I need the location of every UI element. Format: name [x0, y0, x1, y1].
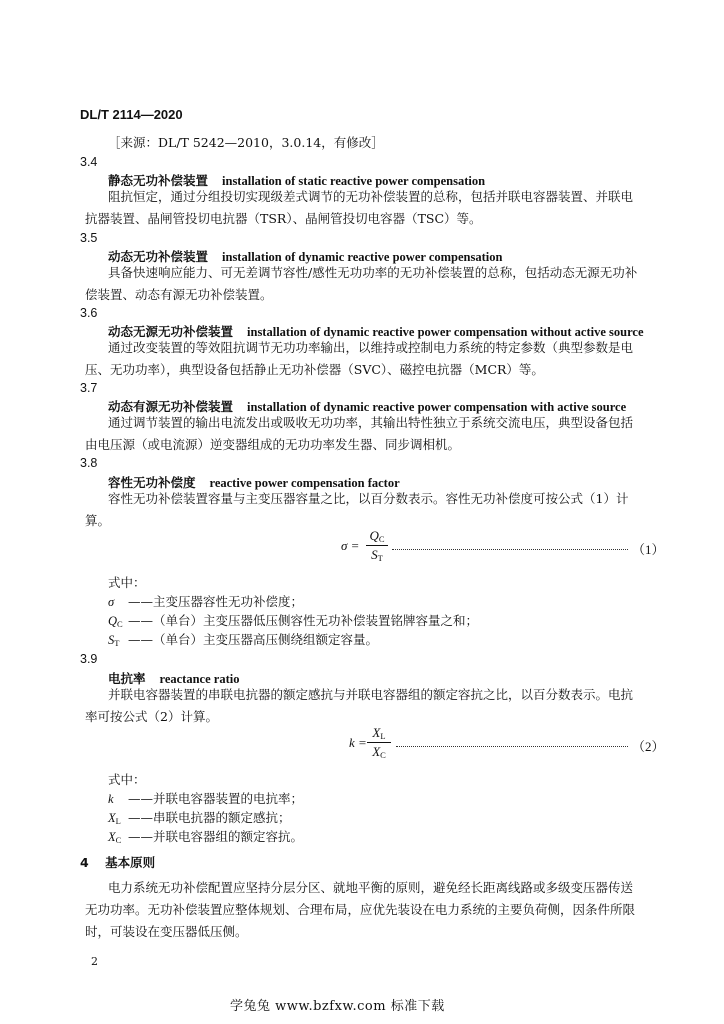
formula1-leader: [392, 549, 628, 550]
term-en: installation of dynamic reactive power compensation without active source: [247, 325, 644, 339]
term-definition: 通过调节装置的输出电流发出或吸收无功功率，其输出特性独立于系统交流电压，典型设备包括由电压源（或电流源）逆变器组成的无功功率发生器、同步调相机。: [85, 415, 634, 452]
formula2-label: （2）: [632, 739, 665, 754]
source-note: ［来源：DL/T 5242—2010，3.0.14，有修改］: [108, 135, 384, 150]
term-en: installation of dynamic reactive power compensation with active source: [247, 400, 627, 414]
formula2-leader: [396, 746, 628, 747]
section-heading: [80, 853, 155, 871]
term-en: installation of dynamic reactive power compensation: [222, 250, 503, 264]
where-label: 式中：: [108, 575, 146, 590]
term-en: reactance ratio: [159, 672, 240, 686]
term-definition: 阻抗恒定，通过分组投切实现级差式调节的无功补偿装置的总称，包括并联电容器装置、并联电抗器装置、晶闸管投切电抗器（TSR）、晶闸管投切电容器（TSC）等。: [85, 189, 634, 226]
variable-definition: σ ——主变压器容性无功补偿度；: [108, 594, 304, 609]
section-title: 基本原则: [105, 855, 156, 870]
term-cn: 动态无功补偿装置: [108, 249, 209, 264]
formula2-denominator: X: [372, 744, 381, 759]
variable-definition: k ——并联电容器装置的电抗率；: [108, 791, 304, 806]
term-cn: 静态无功补偿装置: [108, 173, 209, 188]
term-cn: 动态无源无功补偿装置: [108, 324, 234, 339]
variable-definition: $X_C$ ——并联电容器组的额定容抗。: [108, 829, 304, 845]
section-number: 4: [80, 855, 89, 870]
formula1-numerator: Q: [369, 528, 379, 543]
page-number: 2: [91, 955, 98, 968]
where-label: 式中：: [108, 772, 146, 787]
term-cn: 动态有源无功补偿装置: [108, 399, 234, 414]
term-definition: 具备快速响应能力、可无差调节容性/感性无功功率的无功补偿装置的总称，包括动态无源无功补偿装置、动态有源无功补偿装置。: [85, 265, 638, 302]
variable-definition: $S_T$ ——（单台）主变压器高压侧绕组额定容量。: [108, 632, 379, 648]
section-body: 电力系统无功补偿配置应坚持分层分区、就地平衡的原则，避免经长距离线路或多级变压器传送无功功率。无功补偿装置应整体规划、合理布局，应优先装设在电力系统的主要负荷侧，因条件所限时，可装设在变压器低压侧。: [85, 880, 636, 939]
formula1-label: （1）: [632, 542, 665, 557]
document-id: DL/T 2114—2020: [80, 107, 183, 122]
term-definition: 通过改变装置的等效阻抗调节无功功率输出，以维持或控制电力系统的特定参数（典型参数是电压、无功功率），典型设备包括静止无功补偿器（SVC）、磁控电抗器（MCR）等。: [85, 340, 634, 377]
term-definition: 并联电容器装置的串联电抗器的额定感抗与并联电容器组的额定容抗之比，以百分数表示。电抗率可按公式（2）计算。: [85, 687, 634, 724]
clause-number: 3.6: [80, 306, 98, 320]
formula1-denominator: S: [371, 547, 378, 562]
term-en: reactive power compensation factor: [209, 476, 400, 490]
variable-definition: $Q_C$ ——（单台）主变压器低压侧容性无功补偿装置铭牌容量之和；: [108, 613, 479, 629]
formula2-lhs: k =: [349, 735, 367, 750]
clause-number: 3.8: [80, 456, 98, 470]
clause-number: 3.9: [80, 652, 98, 666]
term-cn: 电抗率: [108, 671, 146, 686]
formula1-fraction: $Q_C$ $S_T$: [366, 528, 388, 563]
term-cn: 容性无功补偿度: [108, 475, 196, 490]
clause-number: 3.7: [80, 381, 98, 395]
clause-number: 3.5: [80, 231, 98, 245]
clause-number: 3.4: [80, 155, 98, 169]
formula1-lhs: σ =: [341, 538, 360, 553]
term-definition: 容性无功补偿装置容量与主变压器容量之比，以百分数表示。容性无功补偿度可按公式（1）计算。: [85, 491, 629, 528]
formula2-fraction: $X_L$ $X_C$: [367, 725, 391, 760]
footer-watermark: 学兔兔 www.bzfxw.com 标准下载: [230, 999, 445, 1014]
term-en: installation of static reactive power compensation: [222, 174, 486, 188]
formula2-numerator: X: [372, 725, 381, 740]
variable-definition: $X_L$ ——串联电抗器的额定感抗；: [108, 810, 291, 826]
